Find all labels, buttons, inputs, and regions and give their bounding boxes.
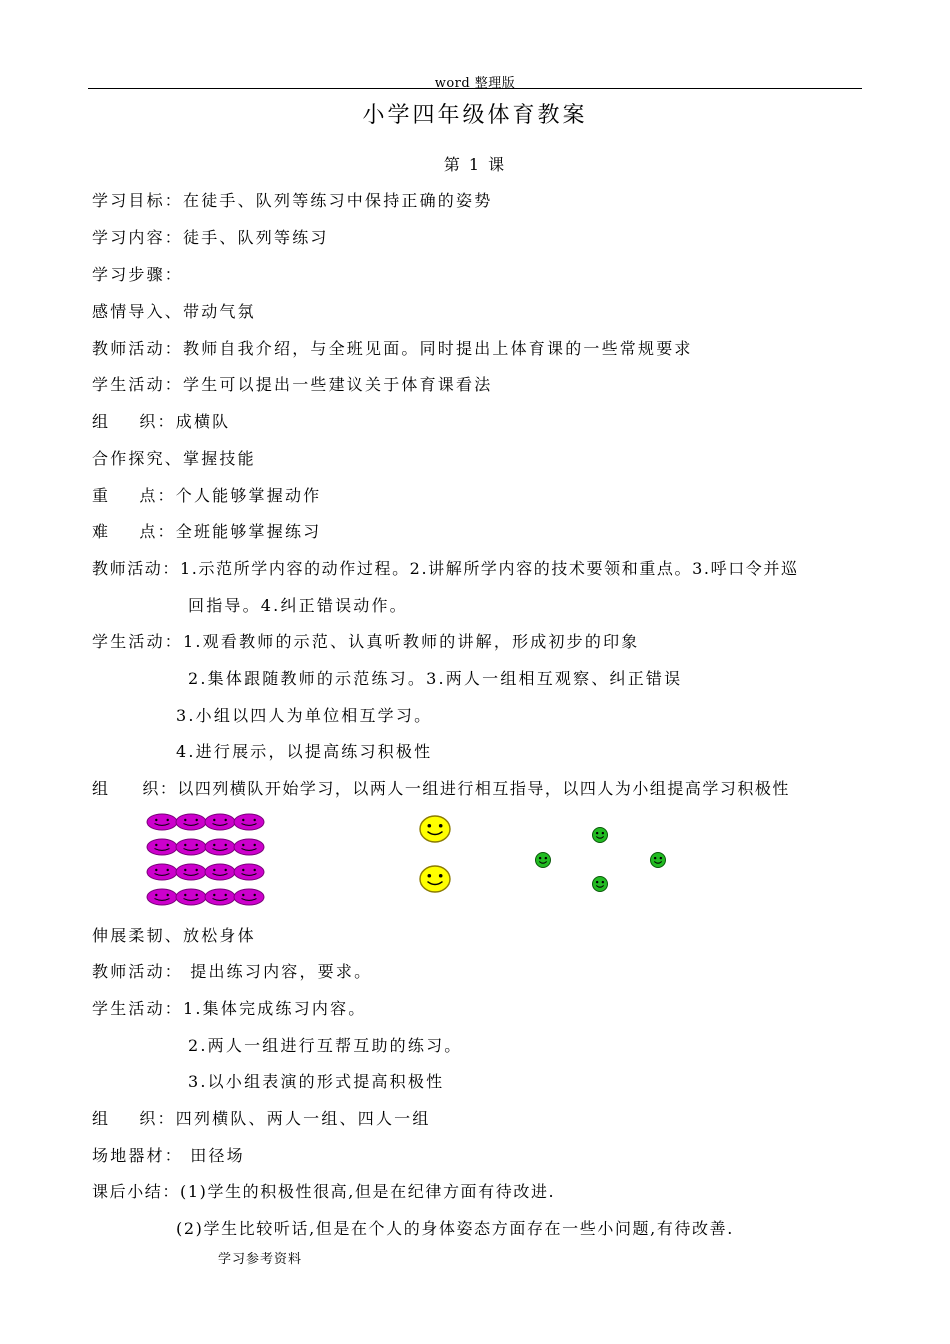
body-line: 学习目标：在徒手、队列等练习中保持正确的姿势: [92, 191, 493, 210]
body-line-continued: (2)学生比较听话,但是在个人的身体姿态方面存在一些小问题,有待改善.: [176, 1219, 734, 1238]
body-line: 教师活动：教师自我介绍，与全班见面。同时提出上体育课的一些常规要求: [92, 339, 693, 358]
section-heading: 合作探究、掌握技能: [92, 449, 256, 468]
lesson-number: 第 1 课: [443, 155, 507, 174]
rank-student: [147, 864, 177, 880]
body-line: 场地器材： 田径场: [92, 1146, 245, 1165]
page-footer: 学习参考资料: [218, 1252, 303, 1267]
page-header: word 整理版: [434, 76, 516, 91]
rank-student: [234, 839, 264, 855]
body-line: 组 织：四列横队、两人一组、四人一组: [92, 1109, 431, 1128]
body-line: 学习内容：徒手、队列等练习: [92, 228, 329, 247]
body-line: 难 点：全班能够掌握练习: [92, 522, 322, 541]
rank-student: [234, 864, 264, 880]
body-line-continued: 3.小组以四人为单位相互学习。: [176, 706, 433, 725]
body-line: 学习步骤：: [92, 265, 184, 284]
rank-student: [205, 889, 235, 905]
body-line: 课后小结：(1)学生的积极性很高,但是在纪律方面有待改进.: [92, 1182, 556, 1201]
section-heading: 伸展柔韧、放松身体: [92, 926, 256, 945]
rank-student: [205, 864, 235, 880]
rank-student: [176, 814, 206, 830]
body-line-continued: 4.进行展示，以提高练习积极性: [176, 742, 433, 761]
rank-student: [147, 889, 177, 905]
rank-student: [205, 839, 235, 855]
body-line-continued: 2.集体跟随教师的示范练习。3.两人一组相互观察、纠正错误: [188, 669, 683, 688]
group-student: [536, 853, 551, 868]
body-line: 重 点：个人能够掌握动作: [92, 486, 322, 505]
body-line: 教师活动： 提出练习内容，要求。: [92, 962, 373, 981]
group-student: [651, 853, 666, 868]
body-line: 组 织：以四列横队开始学习，以两人一组进行相互指导，以四人为小组提高学习积极性: [92, 779, 790, 798]
group-student: [593, 877, 608, 892]
rank-student: [205, 814, 235, 830]
body-line-continued: 回指导。4.纠正错误动作。: [188, 596, 408, 615]
rank-student: [176, 889, 206, 905]
body-line: 组 织：成横队: [92, 412, 231, 431]
body-line: 学生活动：1.集体完成练习内容。: [92, 999, 367, 1018]
rank-student: [176, 864, 206, 880]
rank-student: [147, 839, 177, 855]
group-student: [593, 828, 608, 843]
section-heading: 感情导入、带动气氛: [92, 302, 256, 321]
rank-student: [176, 839, 206, 855]
document-title: 小学四年级体育教案: [362, 103, 588, 128]
rank-student: [147, 814, 177, 830]
rank-student: [234, 814, 264, 830]
pair-student: [420, 866, 450, 892]
body-line: 教师活动：1.示范所学内容的动作过程。2.讲解所学内容的技术要领和重点。3.呼口令并巡: [92, 559, 799, 578]
rank-student: [234, 889, 264, 905]
body-line-continued: 3.以小组表演的形式提高积极性: [188, 1072, 445, 1091]
body-line: 学生活动：1.观看教师的示范、认真听教师的讲解，形成初步的印象: [92, 632, 640, 651]
body-line-continued: 2.两人一组进行互帮互助的练习。: [188, 1036, 463, 1055]
pair-student: [420, 816, 450, 842]
body-line: 学生活动：学生可以提出一些建议关于体育课看法: [92, 375, 493, 394]
